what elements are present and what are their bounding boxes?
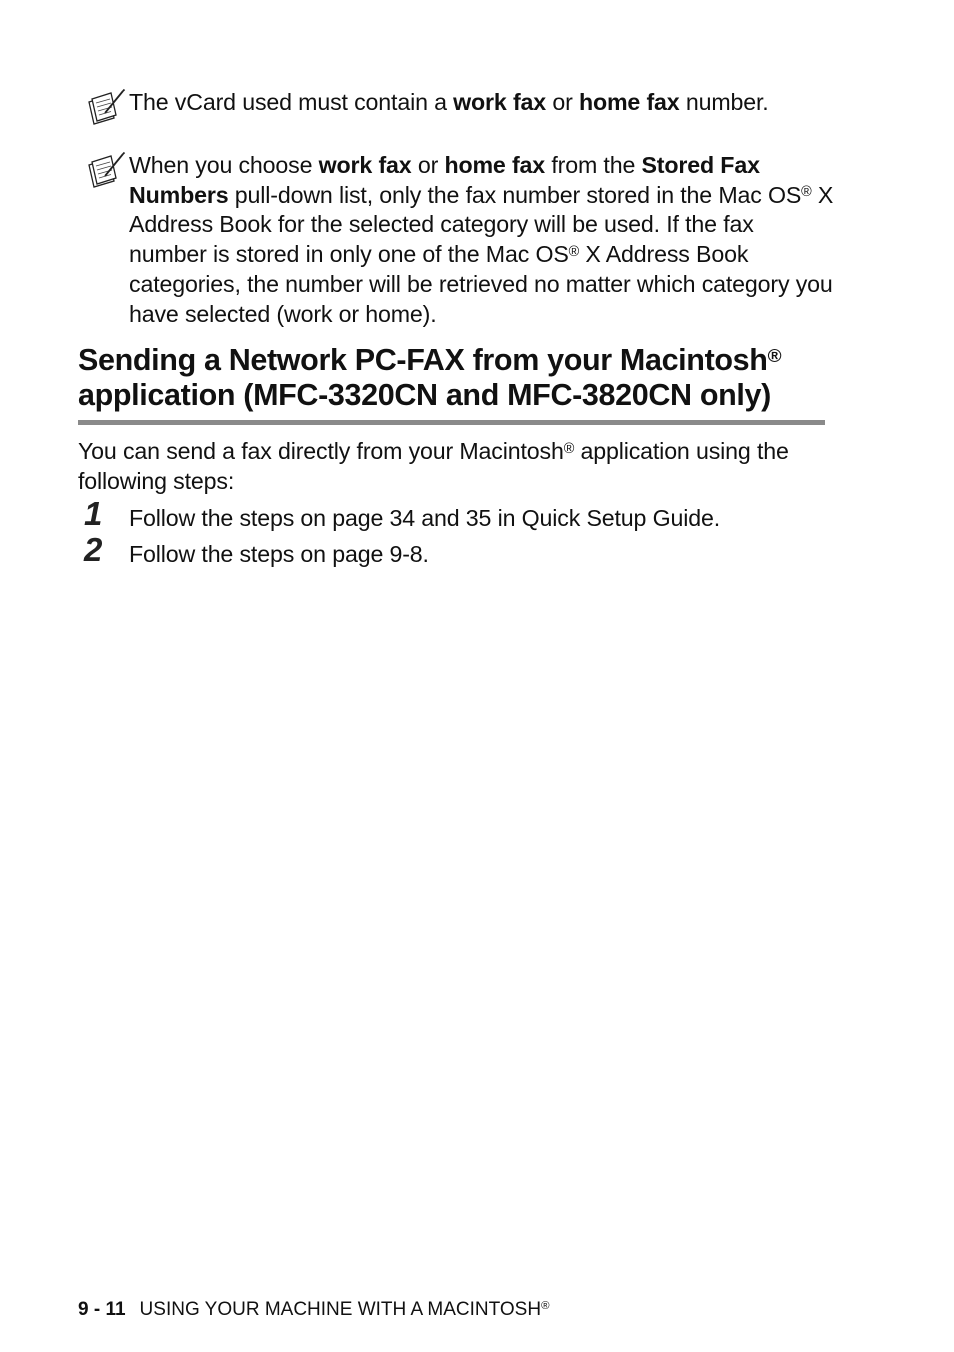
note-2 bbox=[86, 151, 836, 329]
note-pad-pencil-icon bbox=[86, 151, 126, 191]
step-number: 2 bbox=[84, 531, 103, 568]
text-segment: number. bbox=[679, 89, 769, 115]
bold-term: Stored Fax Numbers bbox=[129, 152, 760, 208]
step-1 bbox=[78, 495, 838, 537]
note-pad-pencil-icon bbox=[86, 88, 126, 128]
text-segment: or bbox=[411, 152, 445, 178]
step-text: Follow the steps on page 34 and 35 in Quick Setup Guide. bbox=[129, 505, 720, 531]
registered-mark: ® bbox=[801, 184, 812, 201]
text-segment: from the bbox=[545, 152, 642, 178]
text-segment: or bbox=[546, 89, 579, 115]
text-segment: The vCard used must contain a bbox=[129, 89, 454, 115]
registered-mark: ® bbox=[563, 440, 575, 457]
step-text: Follow the steps on page 9-8. bbox=[129, 541, 429, 567]
text-segment: X Address Book for the selected category will be used. If the fax number is stored in only one of the Mac OS bbox=[129, 181, 834, 268]
text-segment: X Address Book categories, the number will be retrieved no matter which category you have selected (work or home). bbox=[129, 241, 833, 327]
note-text bbox=[129, 151, 836, 329]
page-number: 9 - 11 bbox=[78, 1299, 126, 1320]
note-text bbox=[129, 88, 836, 118]
bold-term: work fax bbox=[318, 152, 412, 178]
text-segment: pull-down list, only the fax number stored in the Mac OS bbox=[228, 181, 802, 208]
note-1 bbox=[86, 88, 836, 118]
intro-paragraph bbox=[78, 436, 838, 496]
registered-mark: ® bbox=[767, 345, 782, 367]
heading-rule bbox=[78, 420, 825, 425]
registered-mark: ® bbox=[568, 243, 580, 260]
footer-section-title: USING YOUR MACHINE WITH A MACINTOSH bbox=[139, 1299, 542, 1320]
intro-after: application using the following steps: bbox=[78, 438, 789, 494]
bold-term: home fax bbox=[578, 89, 680, 115]
step-number: 1 bbox=[84, 495, 103, 532]
heading-line-2: application (MFC-3320CN and MFC-3820CN only) bbox=[78, 378, 771, 412]
intro-before: You can send a fax directly from your Macintosh bbox=[78, 438, 564, 464]
step-2 bbox=[78, 531, 838, 573]
registered-mark: ® bbox=[541, 1299, 550, 1312]
page-footer bbox=[78, 1299, 549, 1321]
section-heading bbox=[78, 343, 838, 413]
bold-term: work fax bbox=[453, 89, 547, 115]
text-segment: When you choose bbox=[129, 152, 319, 178]
bold-term: home fax bbox=[444, 152, 546, 178]
heading-line-1: Sending a Network PC-FAX from your Macintosh bbox=[78, 343, 768, 377]
